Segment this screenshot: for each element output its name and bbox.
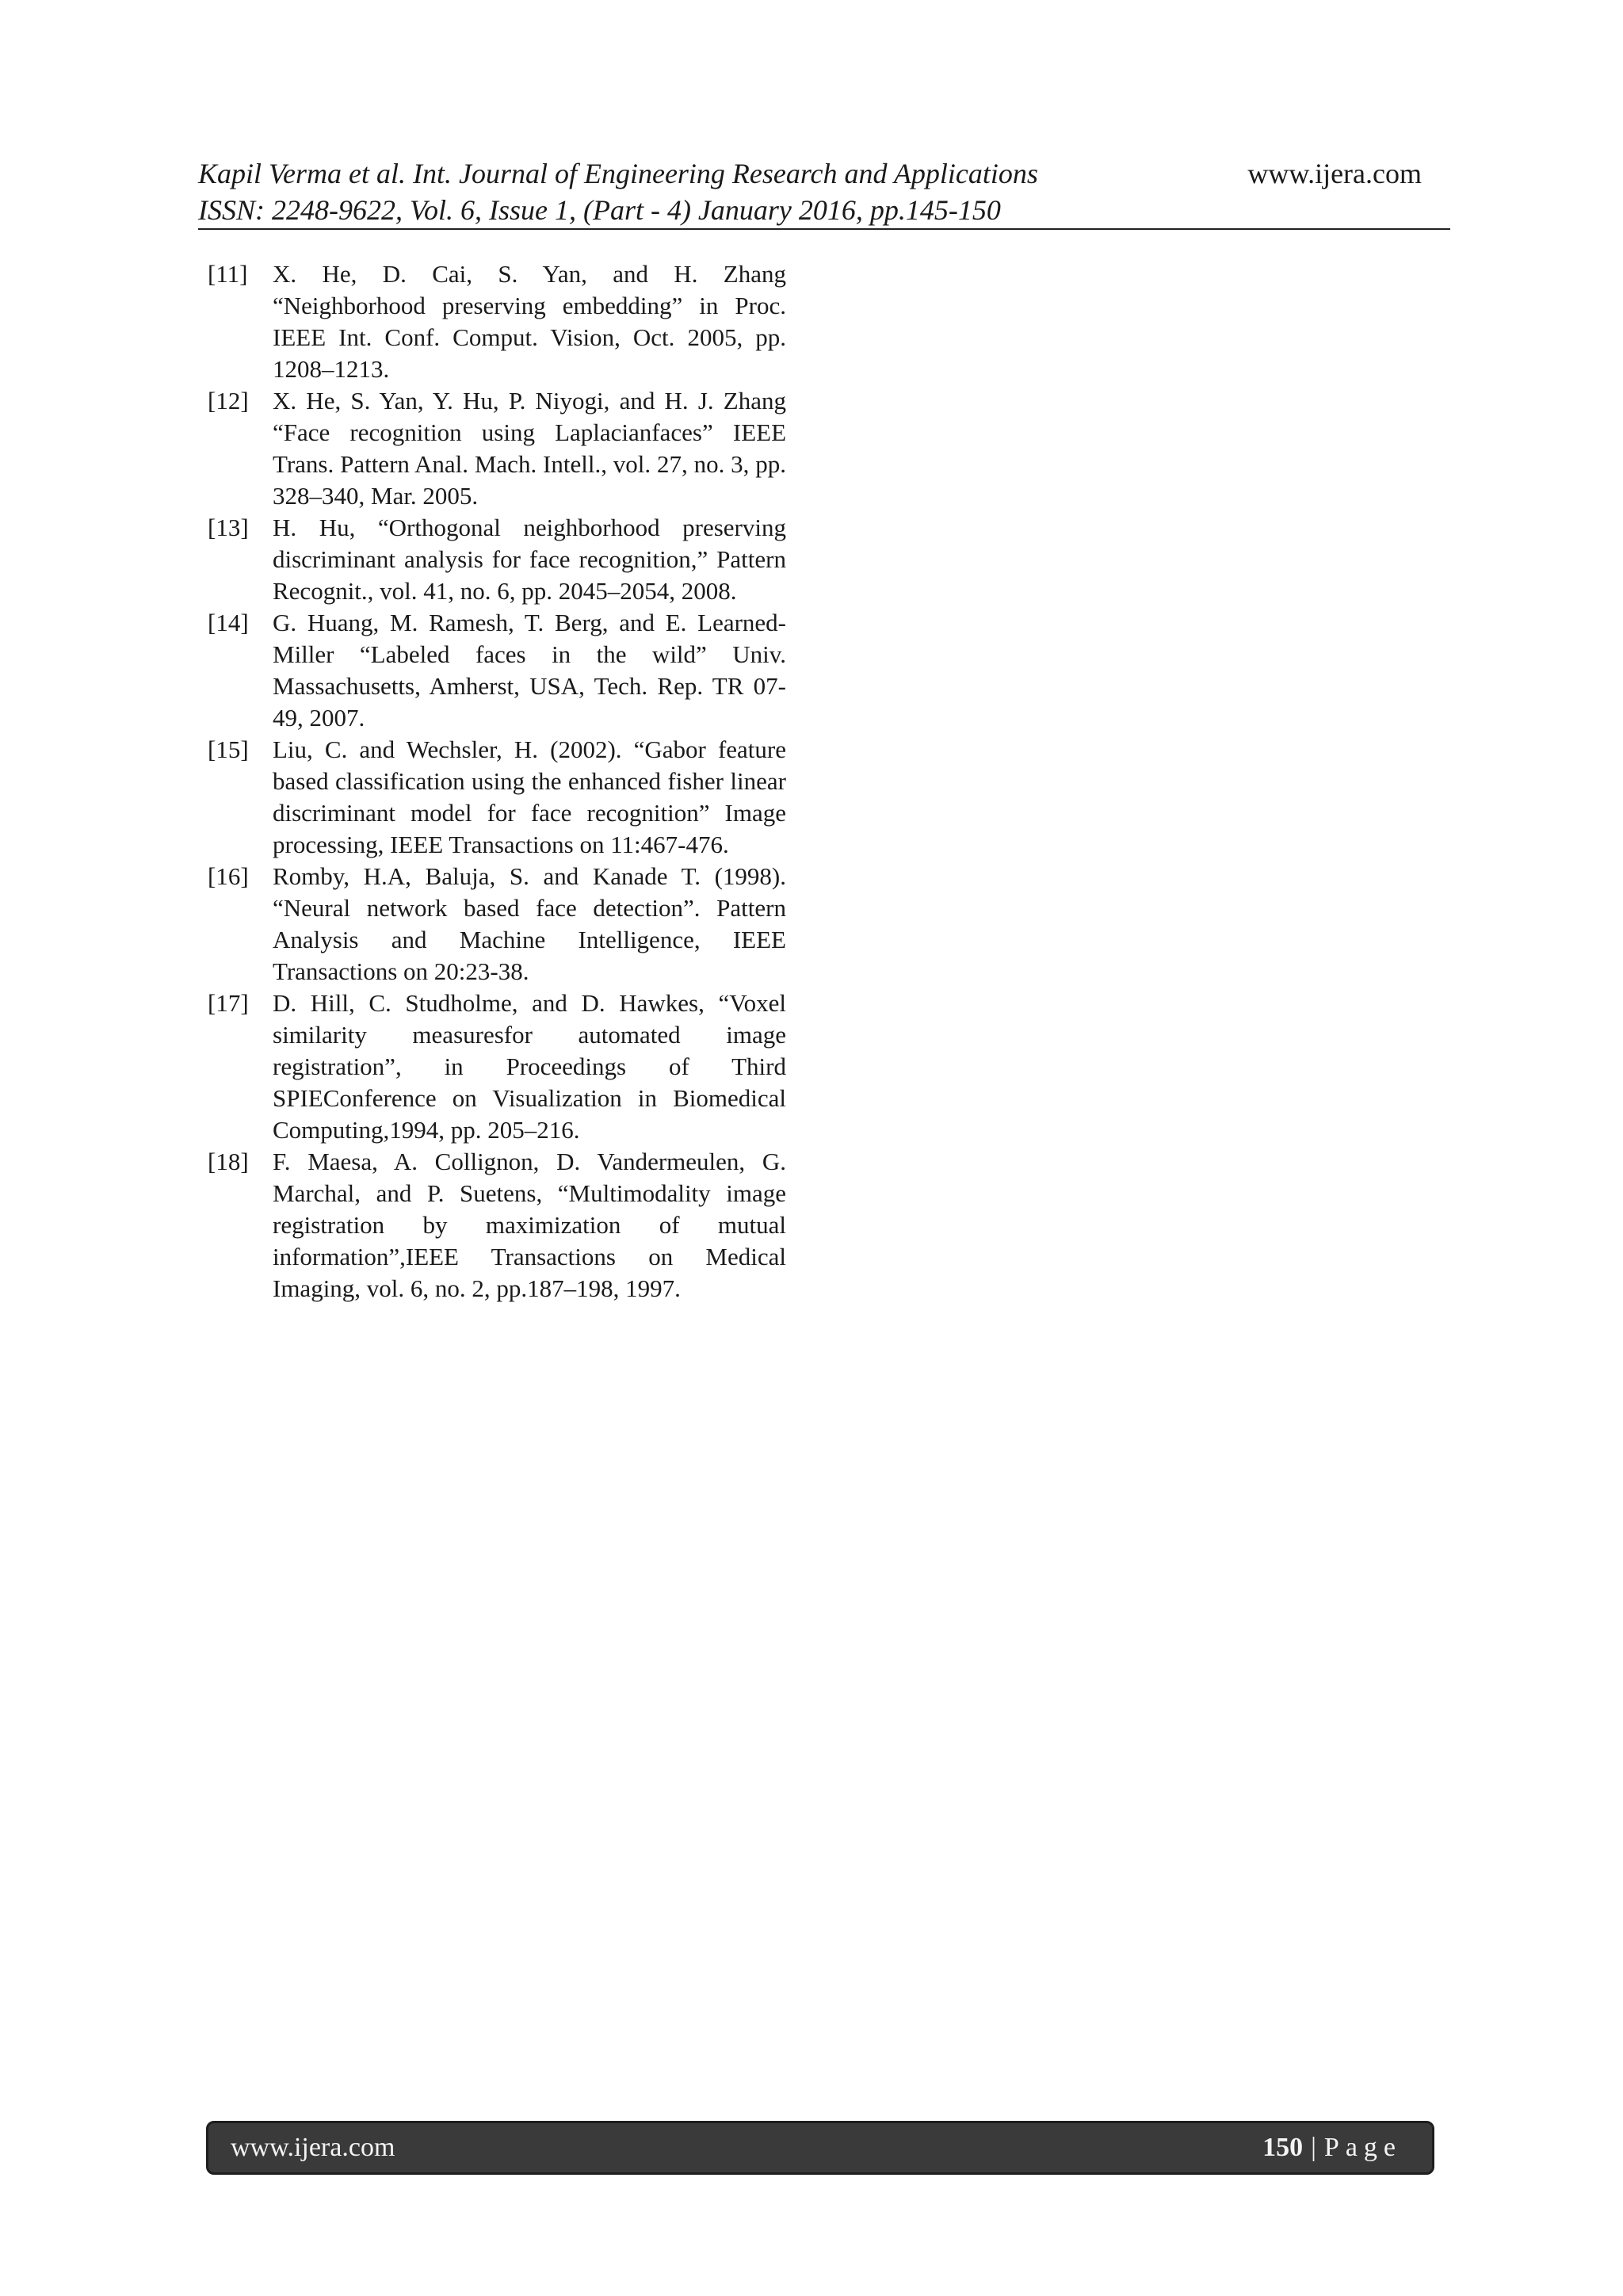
reference-text: H. Hu, “Orthogonal neighborhood preserving discriminant analysis for face recognition,” Pattern Recognit., vol. 41, no. 6, pp. 2045–2054, 2008. [273,514,786,605]
reference-text: Romby, H.A, Baluja, S. and Kanade T. (1998). “Neural network based face detection”. Pattern Analysis and Machine Intelligence, IEEE Transactions on 20:23-38. [273,862,786,985]
reference-item [208,861,786,988]
reference-text: Liu, C. and Wechsler, H. (2002). “Gabor feature based classification using the enhanced fisher linear discriminant model for face recognition” Image processing, IEEE Transactions on 11:467-476. [273,735,786,858]
reference-number: [18] [208,1148,249,1175]
page-footer [206,2121,1434,2175]
footer-separator: | [1311,2133,1316,2162]
reference-item [208,512,786,607]
reference-number: [14] [208,609,249,636]
reference-item [208,607,786,734]
header-issn-volume: ISSN: 2248-9622, Vol. 6, Issue 1, (Part - 4) January 2016, pp.145-150 [198,194,1001,226]
reference-text: F. Maesa, A. Collignon, D. Vandermeulen, G. Marchal, and P. Suetens, “Multimodality image registration by maximization of mutual information”,IEEE Transactions on Medical Imaging, vol. 6, no. 2, pp.187–198, 1997. [273,1148,786,1302]
reference-text: D. Hill, C. Studholme, and D. Hawkes, “Voxel similarity measuresfor automated image registration”, in Proceedings of Third SPIEConference on Visualization in Biomedical Computing,1994, pp. 205–216. [273,989,786,1144]
reference-number: [16] [208,862,249,890]
header-line-1 [198,155,1450,192]
reference-item [208,258,786,385]
reference-list [208,258,786,1305]
header-divider [198,228,1450,230]
reference-item [208,385,786,512]
reference-number: [17] [208,989,249,1017]
reference-number: [15] [208,735,249,763]
footer-page-word: Page [1323,2133,1402,2162]
reference-item [208,988,786,1146]
reference-text: G. Huang, M. Ramesh, T. Berg, and E. Learned-Miller “Labeled faces in the wild” Univ. Massachusetts, Amherst, USA, Tech. Rep. TR 07-49, 2007. [273,609,786,732]
reference-number: [11] [208,260,248,288]
reference-text: X. He, D. Cai, S. Yan, and H. Zhang “Neighborhood preserving embedding” in Proc. IEEE Int. Conf. Comput. Vision, Oct. 2005, pp. 1208–1213. [273,260,786,383]
reference-text: X. He, S. Yan, Y. Hu, P. Niyogi, and H. J. Zhang “Face recognition using Laplacianfaces” IEEE Trans. Pattern Anal. Mach. Intell., vol. 27, no. 3, pp. 328–340, Mar. 2005. [273,387,786,510]
footer-website: www.ijera.com [231,2133,395,2162]
header-line-2 [198,192,1450,228]
footer-page-indicator [1262,2133,1402,2163]
reference-item [208,1146,786,1305]
reference-number: [13] [208,514,249,541]
header-website: www.ijera.com [1247,158,1422,189]
header-journal-citation: Kapil Verma et al. Int. Journal of Engineering Research and Applications [198,158,1038,189]
reference-item [208,734,786,861]
reference-number: [12] [208,387,249,415]
page-number: 150 [1262,2133,1304,2162]
running-header [198,155,1450,228]
